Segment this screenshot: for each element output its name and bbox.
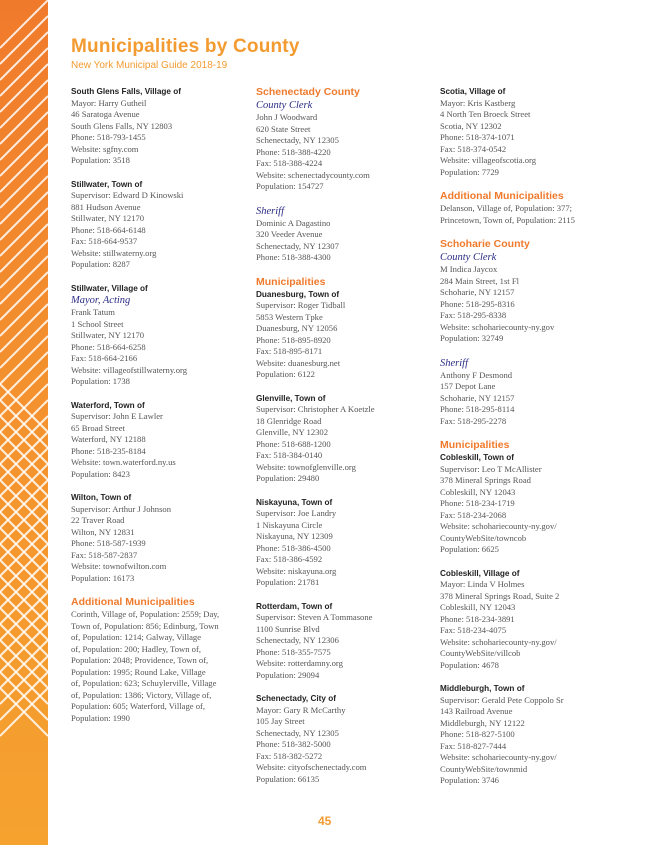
sheriff-details	[440, 370, 616, 428]
detail-line: Fax: 518-374-0542	[440, 143, 507, 154]
detail-line: Mayor: Linda V Holmes	[440, 579, 525, 590]
detail-line: Phone: 518-827-5100	[440, 729, 515, 740]
detail-line: Mayor: Gary R McCarthy	[256, 704, 346, 715]
detail-line: Population: 605; Waterford, Village of,	[71, 701, 206, 712]
entry-name: South Glens Falls, Village of	[71, 87, 181, 96]
detail-line: Population: 154727	[256, 181, 324, 191]
detail-line: of, Population: 1386; Victory, Village of,	[71, 689, 212, 700]
county-title: Schoharie County	[440, 238, 530, 251]
sheriff-label: Sheriff	[256, 205, 284, 217]
lattice-pattern	[0, 0, 48, 845]
entry-name: Cobleskill, Town of	[440, 453, 514, 463]
page-subtitle: New York Municipal Guide 2018-19	[71, 60, 228, 71]
entry-list	[256, 289, 434, 786]
detail-line: Population: 8423	[71, 468, 130, 479]
county-clerk-details	[256, 112, 434, 193]
additional-municipalities-text	[440, 203, 616, 226]
detail-line: Schoharie, NY 12157	[440, 392, 515, 403]
decorative-side-band	[0, 0, 48, 845]
entry-name: Waterford, Town of	[71, 400, 145, 410]
detail-line: Supervisor: Edward D Kinowski	[71, 190, 184, 201]
sheriff-label: Sheriff	[440, 357, 468, 369]
additional-municipalities-title: Additional Municipalities	[71, 596, 195, 609]
detail-line: Waterford, NY 12188	[71, 434, 146, 445]
detail-line: Phone: 518-355-7575	[256, 646, 331, 657]
entry-name: Cobleskill, Village of	[440, 568, 520, 578]
detail-line: Website: schohariecounty-ny.gov/	[440, 521, 557, 532]
detail-line: Cobleskill, NY 12043	[440, 602, 516, 613]
detail-line: Phone: 518-234-3891	[440, 613, 515, 624]
detail-line: Phone: 518-664-6148	[71, 224, 146, 235]
detail-line: Phone: 518-388-4300	[256, 252, 331, 262]
detail-line: 1100 Sunrise Blvd	[256, 623, 320, 634]
detail-line: Fax: 518-234-4075	[440, 625, 507, 636]
detail-line: Scotia, NY 12302	[440, 120, 502, 131]
detail-line: Population: 6625	[440, 544, 499, 555]
detail-line: Supervisor: Gerald Pete Coppolo Sr	[440, 694, 564, 705]
detail-line: Fax: 518-386-4592	[256, 554, 323, 565]
detail-line: Cobleskill, NY 12043	[440, 486, 516, 497]
detail-line: Website: townofwilton.com	[71, 561, 167, 572]
detail-line: Fax: 518-384-0140	[256, 450, 323, 461]
detail-line: Duanesburg, NY 12056	[256, 323, 338, 334]
detail-line: Town of, Population: 856; Edinburg, Town	[71, 620, 219, 631]
additional-municipalities-title: Additional Municipalities	[440, 190, 564, 203]
detail-line: Phone: 518-895-8920	[256, 334, 331, 345]
detail-line: 320 Veeder Avenue	[256, 229, 323, 239]
detail-line: Stillwater, NY 12170	[71, 213, 145, 224]
detail-line: CountyWebSite/towncob	[440, 532, 527, 543]
detail-line: Supervisor: Christopher A Koetzle	[256, 404, 375, 415]
municipality-entry	[440, 683, 616, 787]
detail-line: Phone: 518-295-8114	[440, 404, 515, 415]
detail-line: Fax: 518-827-7444	[440, 740, 507, 751]
detail-line: Mayor: Kris Kastberg	[440, 97, 516, 108]
detail-line: Fax: 518-234-2068	[440, 509, 507, 520]
page-title: Municipalities by County	[71, 36, 300, 57]
detail-line: Schoharie, NY 12157	[440, 287, 515, 298]
municipality-entry	[440, 568, 616, 672]
detail-line: Website: stillwaterny.org	[71, 247, 157, 258]
detail-line: Fax: 518-382-5272	[256, 750, 323, 761]
detail-line: Fax: 518-295-8338	[440, 310, 507, 321]
detail-line: Population: 1990	[71, 712, 130, 723]
column-2	[256, 86, 434, 797]
detail-line: Website: schohariecounty-ny.gov	[440, 321, 555, 332]
detail-line: Supervisor: Roger Tidball	[256, 300, 346, 311]
detail-line: Phone: 518-374-1071	[440, 132, 515, 143]
detail-line: Population: 21781	[256, 577, 320, 588]
detail-line: 620 State Street	[256, 123, 311, 134]
municipalities-title: Municipalities	[256, 275, 326, 288]
detail-line: Phone: 518-234-1719	[440, 498, 515, 509]
entry-name: Rotterdam, Town of	[256, 601, 333, 611]
detail-line: Website: rotterdamny.org	[256, 658, 343, 669]
detail-line: Website: niskayuna.org	[256, 565, 337, 576]
detail-line: Schenectady, NY 12306	[256, 635, 339, 646]
detail-line: Supervisor: Steven A Tommasone	[256, 612, 373, 623]
entry-name: Middleburgh, Town of	[440, 684, 525, 694]
entry-name: Duanesburg, Town of	[256, 289, 340, 299]
detail-line: Website: schohariecounty-ny.gov/	[440, 752, 557, 763]
detail-line: 22 Traver Road	[71, 515, 125, 526]
page-number: 45	[318, 814, 332, 828]
detail-line: Population: 7729	[440, 166, 499, 177]
county-clerk-details	[440, 264, 616, 345]
detail-line: Fax: 518-295-2278	[440, 415, 507, 426]
detail-line: Population: 6122	[256, 369, 315, 380]
detail-line: of, Population: 200; Hadley, Town of,	[71, 643, 201, 654]
detail-line: 1 School Street	[71, 318, 124, 329]
municipality-entry	[256, 497, 434, 589]
detail-line: 881 Hudson Avenue	[71, 201, 141, 212]
entry-name: Glenville, Town of	[256, 393, 326, 403]
detail-line: Population: 2048; Providence, Town of,	[71, 655, 209, 666]
municipalities-title: Municipalities	[440, 439, 510, 452]
municipality-entry	[71, 179, 247, 271]
municipality-entry	[71, 492, 247, 584]
detail-line: Middleburgh, NY 12122	[440, 717, 525, 728]
detail-line: Phone: 518-295-8316	[440, 298, 515, 309]
detail-line: Population: 29094	[256, 669, 320, 680]
detail-line: Population: 1995; Round Lake, Village	[71, 666, 206, 677]
detail-line: South Glens Falls, NY 12803	[71, 120, 173, 131]
detail-line: 378 Mineral Springs Road	[440, 475, 531, 486]
entry-list	[440, 452, 616, 787]
detail-line: Anthony F Desmond	[440, 369, 513, 380]
detail-line: Schenectady, NY 12305	[256, 135, 339, 145]
detail-line: Mayor: Harry Gutheil	[71, 97, 147, 108]
detail-line: Phone: 518-235-8184	[71, 445, 146, 456]
detail-line: Fax: 518-895-8171	[256, 346, 323, 357]
detail-line: CountyWebSite/villcob	[440, 648, 521, 659]
detail-line: Frank Tatum	[71, 307, 115, 318]
detail-line: Phone: 518-793-1455	[71, 132, 146, 143]
detail-line: 18 Glenridge Road	[256, 415, 322, 426]
detail-line: Stillwater, NY 12170	[71, 330, 145, 341]
detail-line: 5853 Western Tpke	[256, 311, 323, 322]
detail-line: of, Population: 1214; Galway, Village	[71, 632, 202, 643]
entry-name: Schenectady, City of	[256, 694, 336, 704]
detail-line: Supervisor: Arthur J Johnson	[71, 503, 172, 514]
detail-line: Population: 29480	[256, 473, 320, 484]
detail-line: 143 Railroad Avenue	[440, 706, 513, 717]
detail-line: Glenville, NY 12302	[256, 427, 329, 438]
detail-line: of, Population: 623; Schuylerville, Village	[71, 678, 217, 689]
entry-list	[440, 86, 616, 178]
detail-line: Population: 3518	[71, 155, 130, 166]
detail-line: Supervisor: Leo T McAllister	[440, 463, 542, 474]
detail-line: 284 Main Street, 1st Fl	[440, 275, 520, 286]
detail-line: Schenectady, NY 12307	[256, 240, 339, 251]
detail-line: Population: 8287	[71, 259, 130, 270]
detail-line: Phone: 518-664-6258	[71, 341, 146, 352]
detail-line: Phone: 518-388-4220	[256, 146, 331, 157]
entry-name: Wilton, Town of	[71, 493, 132, 503]
municipality-entry	[256, 693, 434, 785]
detail-line: Website: sgfny.com	[71, 143, 139, 154]
detail-line: Website: schenectadycounty.com	[256, 169, 370, 180]
detail-line: Website: duanesburg.net	[256, 357, 341, 368]
detail-line: Website: cityofschenectady.com	[256, 762, 367, 773]
detail-line: Supervisor: John E Lawler	[71, 411, 163, 422]
entry-name: Stillwater, Town of	[71, 179, 143, 189]
detail-line: 4 North Ten Broeck Street	[440, 109, 531, 120]
detail-line: Schenectady, NY 12305	[256, 727, 339, 738]
county-title: Schenectady County	[256, 86, 360, 98]
sheriff-details	[256, 218, 434, 264]
detail-line: CountyWebSite/townmid	[440, 763, 528, 774]
detail-line: Fax: 518-587-2837	[71, 549, 138, 560]
detail-line: Website: villageofscotia.org	[440, 155, 537, 166]
detail-line: Fax: 518-664-9537	[71, 236, 138, 247]
detail-line: 378 Mineral Springs Road, Suite 2	[440, 590, 560, 601]
municipality-entry	[256, 601, 434, 682]
entry-list	[71, 86, 247, 584]
detail-line: Phone: 518-587-1939	[71, 538, 146, 549]
detail-line: Population: 3746	[440, 775, 499, 786]
detail-line: Phone: 518-382-5000	[256, 739, 331, 750]
entry-name: Scotia, Village of	[440, 87, 506, 96]
municipality-entry	[440, 86, 616, 178]
municipality-entry	[256, 289, 434, 381]
detail-line: Website: schohariecounty-ny.gov/	[440, 636, 557, 647]
column-1	[71, 86, 247, 724]
detail-line: Population: 4678	[440, 659, 499, 670]
detail-line: 46 Saratoga Avenue	[71, 109, 140, 120]
municipality-entry	[71, 400, 247, 481]
detail-line: Wilton, NY 12831	[71, 526, 135, 537]
detail-line: Fax: 518-388-4224	[256, 158, 323, 168]
detail-line: Website: villageofstillwaterny.org	[71, 364, 188, 375]
detail-line: 1 Niskayuna Circle	[256, 519, 323, 530]
detail-line: Niskayuna, NY 12309	[256, 531, 333, 542]
additional-municipalities-text	[71, 609, 247, 724]
page-header	[71, 36, 300, 71]
detail-line: Delanson, Village of, Population: 377;	[440, 203, 573, 214]
detail-line: 65 Broad Street	[71, 422, 125, 433]
detail-line: John J Woodward	[256, 112, 318, 122]
detail-line: Supervisor: Joe Landry	[256, 508, 337, 519]
entry-name: Stillwater, Village of	[71, 283, 148, 293]
municipality-entry	[71, 283, 247, 388]
detail-line: Population: 1738	[71, 376, 130, 387]
detail-line: Princetown, Town of, Population: 2115	[440, 214, 575, 225]
county-clerk-label: County Clerk	[256, 100, 313, 111]
detail-line: Website: townofglenville.org	[256, 461, 356, 472]
column-3	[440, 86, 616, 799]
entry-role: Mayor, Acting	[71, 295, 131, 307]
entry-name: Niskayuna, Town of	[256, 497, 333, 507]
detail-line: Population: 16173	[71, 572, 135, 583]
county-clerk-label: County Clerk	[440, 252, 497, 264]
detail-line: Website: town.waterford.ny.us	[71, 457, 176, 468]
detail-line: 105 Jay Street	[256, 716, 305, 727]
municipality-entry	[440, 452, 616, 556]
municipality-entry	[71, 86, 247, 167]
detail-line: Population: 66135	[256, 773, 320, 784]
detail-line: Phone: 518-688-1200	[256, 438, 331, 449]
detail-line: Population: 32749	[440, 333, 504, 344]
detail-line: 157 Depot Lane	[440, 381, 496, 392]
municipality-entry	[256, 393, 434, 485]
detail-line: M Indica Jaycox	[440, 264, 498, 275]
detail-line: Phone: 518-386-4500	[256, 542, 331, 553]
detail-line: Fax: 518-664-2166	[71, 353, 138, 364]
detail-line: Corinth, Village of, Population: 2559; Day,	[71, 609, 220, 620]
detail-line: Dominic A Dagastino	[256, 217, 331, 228]
